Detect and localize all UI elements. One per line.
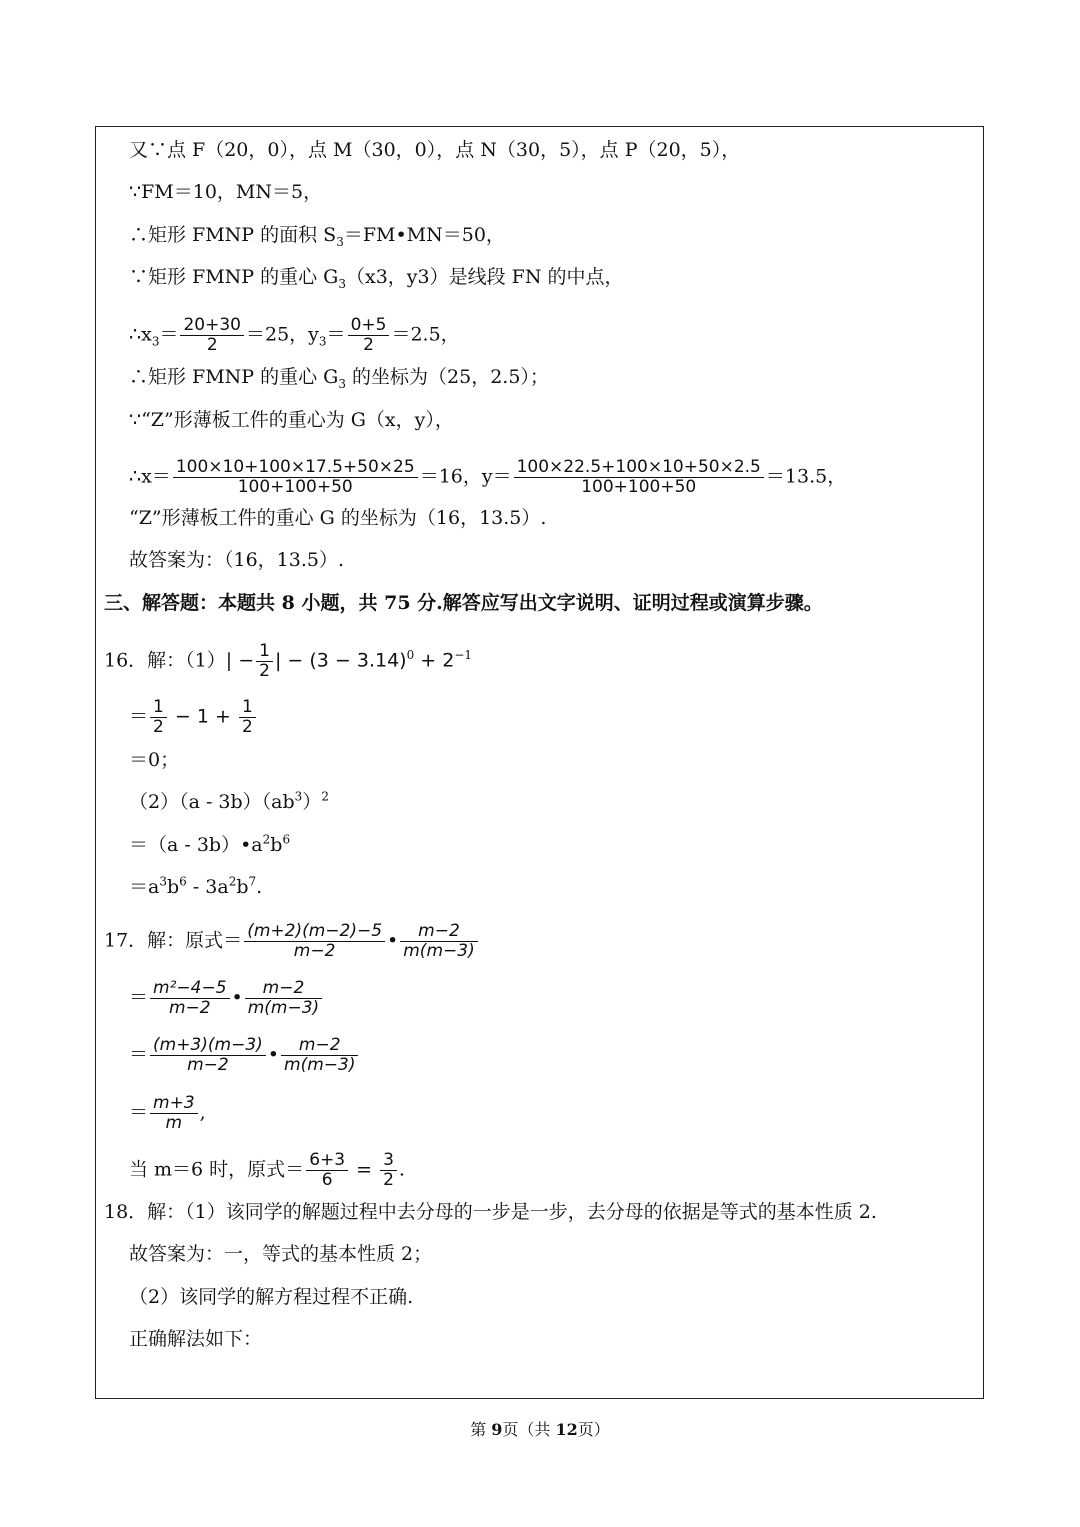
text-line: $=a^3b^6 - 3a^2b^7$. <box>129 874 263 898</box>
text-line: ＝0； <box>129 749 180 771</box>
text-line: “Z”形薄板工件的重心 G 的坐标为（16，13.5）. <box>129 507 547 529</box>
text-line: ∴矩形 FMNP 的重心 $G_3$ 的坐标为（25，2.5）； <box>129 366 549 391</box>
math-line: $\therefore x_3=$ $\frac{20+30}{2}$ ＝25，$y_3=$ $\frac{0+5}{2}$ ＝2.5， <box>129 315 460 355</box>
fraction: $\frac{6+3}{6}$ <box>306 1151 348 1190</box>
fraction: $\frac{1}{2}$ <box>239 698 256 737</box>
page-footer: 第 9页（共 12页） <box>470 1420 610 1439</box>
math-line: ＝ $\frac{m+3}{m}$ , <box>129 1093 206 1133</box>
text-line: ∵矩形 FMNP 的重心 $G_3(x3$，y3）是线段 FN 的中点， <box>129 266 624 291</box>
fraction: $\frac{(m+2)(m-2)-5}{m-2}$ <box>244 922 385 961</box>
math-line: 当 m＝6 时，原式＝ $\frac{6+3}{6}$ = $\frac{3}{2}$ . <box>129 1150 405 1190</box>
fraction: $\frac{m-2}{m(m-3)}$ <box>400 922 477 961</box>
text-line: 故答案为：一，等式的基本性质 2； <box>129 1243 433 1265</box>
text-line: ∵FM＝10，MN＝5， <box>129 181 323 203</box>
fraction: $\frac{1}{2}$ <box>150 698 167 737</box>
fraction: $\frac{1}{2}$ <box>256 642 273 681</box>
fraction: $\frac{\text{m²−4−5}}{m-2}$ <box>150 979 230 1018</box>
text-line: $(2)(a - 3b)(ab^3)^2$ <box>129 789 329 813</box>
fraction: $\frac{m-2}{m(m-3)}$ <box>281 1036 358 1075</box>
text-line: ∵“Z”形薄板工件的重心为 G（x，y）， <box>129 409 454 431</box>
question-18: 18．解：（1）该同学的解题过程中去分母的一步是一步，去分母的依据是等式的基本性质 2. <box>104 1201 877 1223</box>
math-line: ＝ $\frac{(m+3)(m-3)}{m-2}$ • $\frac{m-2}{m(m-3)}$ <box>129 1036 360 1075</box>
text-line: $=(a - 3b)•a^2b^6$ <box>129 832 291 856</box>
fraction: $\frac{m+3}{m}$ <box>150 1094 198 1133</box>
math-line: ＝ $\frac{\text{m²−4−5}}{m-2}$ • $\frac{m-2}{m(m-3)}$ <box>129 979 324 1018</box>
math-line: ＝ $\frac{1}{2}$ − 1 + $\frac{1}{2}$ <box>129 698 258 737</box>
fraction: $\frac{100\times 10+100\times 17.5+50\times 25}{100+100+50}$ <box>173 458 418 497</box>
fraction: $\frac{m-2}{m(m-3)}$ <box>245 979 322 1018</box>
question-17: 17．解：原式＝ $\frac{(m+2)(m-2)-5}{m-2}$ • $\frac{m-2}{m(m-3)}$ <box>104 922 480 961</box>
math-line: ∴x＝ $\frac{100\times 10+100\times 17.5+50\times 25}{100+100+50}$ ＝16，y＝ $\frac{100\times 22.5+100\times 10+50\times 2.5}{100+100+50}$ ＝13.5， <box>129 457 847 497</box>
text-line: ∴矩形 FMNP 的面积 $S_3=FM•MN=50$， <box>129 224 505 249</box>
text-line: 正确解法如下： <box>129 1328 263 1350</box>
text-line: 又∵点 F（20，0），点 M（30，0），点 N（30，5），点 P（20，5）， <box>129 139 741 161</box>
fraction: $\frac{20+30}{2}$ <box>180 316 244 355</box>
fraction: $\frac{0+5}{2}$ <box>348 316 390 355</box>
text-line: 故答案为：（16，13.5）. <box>129 549 345 571</box>
fraction: $\frac{3}{2}$ <box>380 1151 397 1190</box>
text-line: （2）该同学的解方程过程不正确. <box>129 1286 414 1308</box>
fraction: $\frac{(m+3)(m-3)}{m-2}$ <box>150 1036 266 1075</box>
question-16: 16．解：（1）| − $\frac{1}{2}$ | − $(3 - 3.14)^0 + 2^{-1}$ <box>104 641 473 681</box>
section-heading: 三、解答题：本题共 8 小题，共 75 分.解答应写出文字说明、证明过程或演算步骤。 <box>104 592 823 614</box>
fraction: $\frac{100\times 22.5+100\times 10+50\times 2.5}{100+100+50}$ <box>514 458 764 497</box>
